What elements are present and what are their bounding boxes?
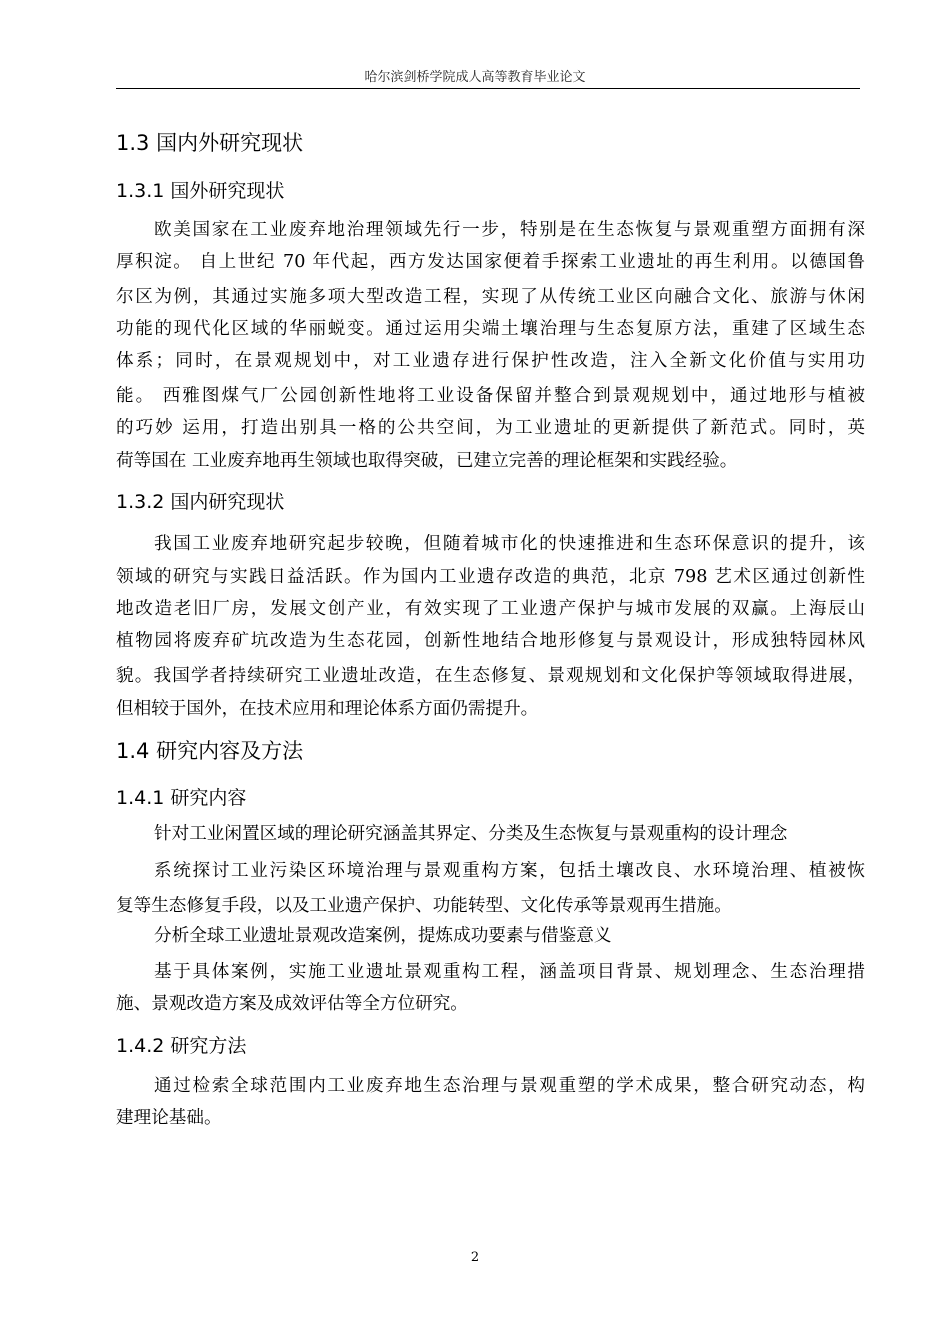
text-line: 复等生态修复手段，以及工业遗产保护、功能转型、文化传承等景观再生措施。: [116, 896, 732, 916]
text-line: 针对工业闲置区域的理论研究涵盖其界定、分类及生态恢复与景观重构的设计理念: [154, 824, 788, 844]
section-heading-1-4-2: 1.4.2 研究方法: [116, 1035, 247, 1057]
text-line: 荷等国在 工业废弃地再生领域也取得突破，已建立完善的理论框架和实践经验。: [116, 451, 738, 471]
text-line: 分析全球工业遗址景观改造案例，提炼成功要素与借鉴意义: [154, 926, 612, 946]
text-line: 功能的现代化区域的华丽蜕变。通过运用尖端土壤治理与生态复原方法，重建了区域生态: [116, 319, 865, 339]
section-heading-1-3-1: 1.3.1 国外研究现状: [116, 180, 285, 202]
text-line: 植物园将废弃矿坑改造为生态花园，创新性地结合地形修复与景观设计，形成独特园林风: [116, 631, 865, 651]
text-line: 建理论基础。: [116, 1108, 222, 1128]
text-line: 体系；同时，在景观规划中，对工业遗存进行保护性改造，注入全新文化价值与实用功: [116, 351, 865, 371]
text-line: 我国工业废弃地研究起步较晚，但随着城市化的快速推进和生态环保意识的提升，该: [154, 534, 865, 554]
text-line: 系统探讨工业污染区环境治理与景观重构方案，包括土壤改良、水环境治理、植被恢: [154, 861, 865, 881]
text-line: 地改造老旧厂房，发展文创产业，有效实现了工业遗产保护与城市发展的双赢。上海辰山: [116, 599, 865, 619]
section-heading-1-3-2: 1.3.2 国内研究现状: [116, 491, 285, 513]
page-number: 2: [470, 1250, 480, 1265]
section-heading-1-4-1: 1.4.1 研究内容: [116, 787, 247, 809]
text-line: 领域的研究与实践日益活跃。作为国内工业遗存改造的典范，北京 798 艺术区通过创新性: [116, 567, 865, 587]
section-heading-1-4: 1.4 研究内容及方法: [116, 739, 304, 763]
text-line: 施、景观改造方案及成效评估等全方位研究。: [116, 994, 468, 1014]
text-line: 貌。我国学者持续研究工业遗址改造，在生态修复、景观规划和文化保护等领域取得进展，: [116, 666, 865, 686]
section-heading-1-3: 1.3 国内外研究现状: [116, 131, 304, 155]
text-line: 能。 西雅图煤气厂公园创新性地将工业设备保留并整合到景观规划中，通过地形与植被: [116, 386, 865, 406]
text-line: 通过检索全球范围内工业废弃地生态治理与景观重塑的学术成果，整合研究动态，构: [154, 1076, 865, 1096]
header-divider: [116, 88, 860, 89]
text-line: 厚积淀。 自上世纪 70 年代起，西方发达国家便着手探索工业遗址的再生利用。以德国鲁: [116, 252, 865, 272]
text-line: 的巧妙 运用，打造出别具一格的公共空间，为工业遗址的更新提供了新范式。同时，英: [116, 418, 865, 438]
text-line: 尔区为例，其通过实施多项大型改造工程，实现了从传统工业区向融合文化、旅游与休闲: [116, 287, 865, 307]
text-line: 基于具体案例，实施工业遗址景观重构工程，涵盖项目背景、规划理念、生态治理措: [154, 962, 865, 982]
text-line: 欧美国家在工业废弃地治理领域先行一步，特别是在生态恢复与景观重塑方面拥有深: [154, 220, 865, 240]
text-line: 但相较于国外，在技术应用和理论体系方面仍需提升。: [116, 699, 539, 719]
running-header: 哈尔滨剑桥学院成人高等教育毕业论文: [364, 70, 586, 85]
